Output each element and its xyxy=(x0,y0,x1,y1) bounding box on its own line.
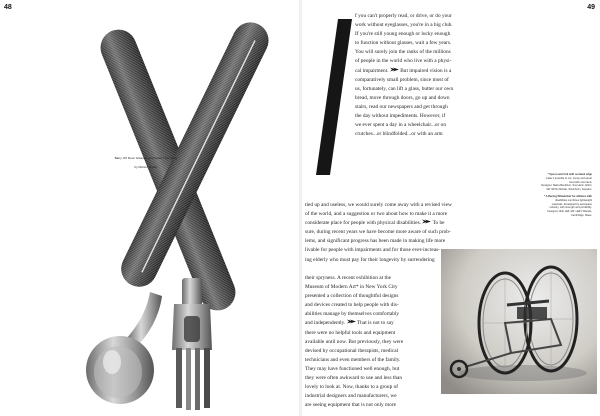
article-line xyxy=(305,329,435,338)
sidebar-note-line: industry, with strength and portability. xyxy=(549,206,592,210)
article-text: industrial designers and manufacturers, we xyxy=(305,393,397,400)
article-line xyxy=(305,310,435,319)
article-text: devised by occupational therapists, medical xyxy=(305,347,399,354)
sidebar-note-line: Designer: Bob Hall; Mfr. Hall's Wheels, xyxy=(547,210,592,214)
arrow-icon xyxy=(390,67,399,72)
article-text: considerate place for people with physical disabilities. xyxy=(305,220,423,227)
article-line xyxy=(355,67,505,76)
article-text: us, fortunately, can lift a glass, butter our own xyxy=(355,85,454,92)
sidebar-note xyxy=(522,195,592,218)
article-line xyxy=(355,30,505,39)
article-column-lower xyxy=(305,274,435,410)
article-line xyxy=(305,237,505,246)
article-line xyxy=(305,283,435,292)
page-number-left: 48 xyxy=(4,4,12,11)
article-line xyxy=(355,21,505,30)
sidebar-note-line: make it possible to cut, scoop and spear xyxy=(545,176,592,180)
article-text: livable for people with impairments and for those ever-increas- xyxy=(305,247,440,254)
article-text: work without eyeglasses, you're in a big club. xyxy=(355,22,453,29)
sidebar-note-line: materials, developed by aerospace xyxy=(551,202,592,206)
article-line xyxy=(305,201,505,210)
article-text: f you can't properly read, or drive, or do your xyxy=(355,13,452,19)
article-line xyxy=(355,39,505,48)
article-text: If you're still young enough or lucky enough xyxy=(355,31,451,38)
article-text: To be xyxy=(431,220,445,227)
article-line xyxy=(305,228,505,237)
article-text: and independently. xyxy=(305,320,347,327)
sidebar-note-line: Cambridge, Mass. xyxy=(570,213,592,217)
arrow-icon xyxy=(347,319,356,324)
article-text: presented a collection of thoughtful designs xyxy=(305,293,399,300)
sidebar-note-line: disabilities combines lightweight xyxy=(555,198,592,202)
article-line xyxy=(355,48,505,57)
article-text: they were often awkward to use and less than xyxy=(305,375,403,382)
article-text: available until now. But previously, they were xyxy=(305,338,404,345)
article-line xyxy=(355,12,505,21)
sidebar-notes xyxy=(522,173,592,221)
article-text: the day without impediments. However, if xyxy=(355,113,446,120)
article-line xyxy=(305,392,435,401)
article-text: of the world, and a suggestion or two about how to make it a more xyxy=(305,211,448,218)
article-text: their spryness. A recent exhibition at the xyxy=(305,275,392,281)
figure-caption xyxy=(86,156,206,170)
article-text: ing elderly who must pay for their longevity by surrendering xyxy=(305,256,435,263)
article-line xyxy=(305,274,435,283)
article-text: to function without glasses, wait a few years. xyxy=(355,40,452,47)
sidebar-note xyxy=(522,173,592,192)
article-line xyxy=(355,76,505,85)
sidebar-note-line: * Spoon and fork with serrated edge xyxy=(547,173,592,176)
article-line xyxy=(305,356,435,365)
article-column-top xyxy=(355,12,505,139)
article-text: crutches...or blindfolded...or with an arm xyxy=(355,131,443,138)
article-line xyxy=(355,130,505,139)
article-line xyxy=(305,210,505,219)
caption-title: Baby Off Dear Glasses and Read This Story xyxy=(114,156,178,160)
racing-wheelchair-photo xyxy=(441,249,597,394)
article-text: bread, move through doors, go up and down xyxy=(355,94,450,101)
sidebar-note-line: Designer: Maria Benktzon, Sven-Eric Juhlin; xyxy=(541,184,592,188)
article-line xyxy=(305,347,435,356)
caption-byline: by Morton Shafer xyxy=(134,165,158,169)
article-text: we ever spent a day in a wheelchair...or on xyxy=(355,122,447,129)
drop-cap-letter: I xyxy=(334,107,335,108)
article-text: and devices created to help people with dis- xyxy=(305,302,399,309)
arrow-icon xyxy=(422,219,431,224)
article-text: technicians and even members of the family. xyxy=(305,356,401,363)
article-line xyxy=(305,338,435,347)
article-text: That is not to say xyxy=(355,320,394,327)
article-text: You will surely join the ranks of the millions xyxy=(355,49,451,56)
article-text: tied up and useless, we would surely come away with a revised view xyxy=(305,202,452,208)
article-line xyxy=(305,292,435,301)
article-text: comparatively small problem, since most of xyxy=(355,76,449,83)
article-text: lovely to look at. Now, thanks to a group of xyxy=(305,384,399,391)
sidebar-note-line: * A Racing Wheelchair for athletes with xyxy=(544,194,592,198)
sidebar-note-line: Mfr. RFSU Rehab, Stockholm, Sweden. xyxy=(546,188,592,192)
article-line xyxy=(305,401,435,410)
article-line xyxy=(355,121,505,130)
article-text: Museum of Modern Art* in New York City xyxy=(305,284,398,291)
article-line xyxy=(305,383,435,392)
article-line xyxy=(305,301,435,310)
article-text: lems, and significant progress has been made in making life more xyxy=(305,238,446,245)
article-line xyxy=(355,112,505,121)
article-line xyxy=(355,94,505,103)
article-line xyxy=(355,85,505,94)
article-line xyxy=(305,219,505,228)
article-text: of people in the world who live with a physi- xyxy=(355,58,452,65)
article-text: are seeing equipment that is not only more xyxy=(305,402,397,409)
article-line xyxy=(355,57,505,66)
article-text: sure, during recent years we have become more aware of such prob- xyxy=(305,229,451,236)
article-text: cal impairment. xyxy=(355,67,390,74)
article-text: They may have functioned well enough, but xyxy=(305,365,400,372)
article-line xyxy=(305,319,435,328)
article-line xyxy=(305,365,435,374)
article-text: abilities manage by themselves comfortably xyxy=(305,311,400,318)
sidebar-note-line: food with one hand. xyxy=(569,180,592,184)
article-text: stairs, read our newspapers and get through xyxy=(355,103,448,110)
article-text: But impaired vision is a xyxy=(398,67,452,74)
drop-cap-glyph xyxy=(312,17,356,177)
article-text: there were no helpful tools and equipment xyxy=(305,329,396,336)
page-number-right: 49 xyxy=(587,4,595,11)
article-line xyxy=(355,103,505,112)
article-line xyxy=(305,374,435,383)
